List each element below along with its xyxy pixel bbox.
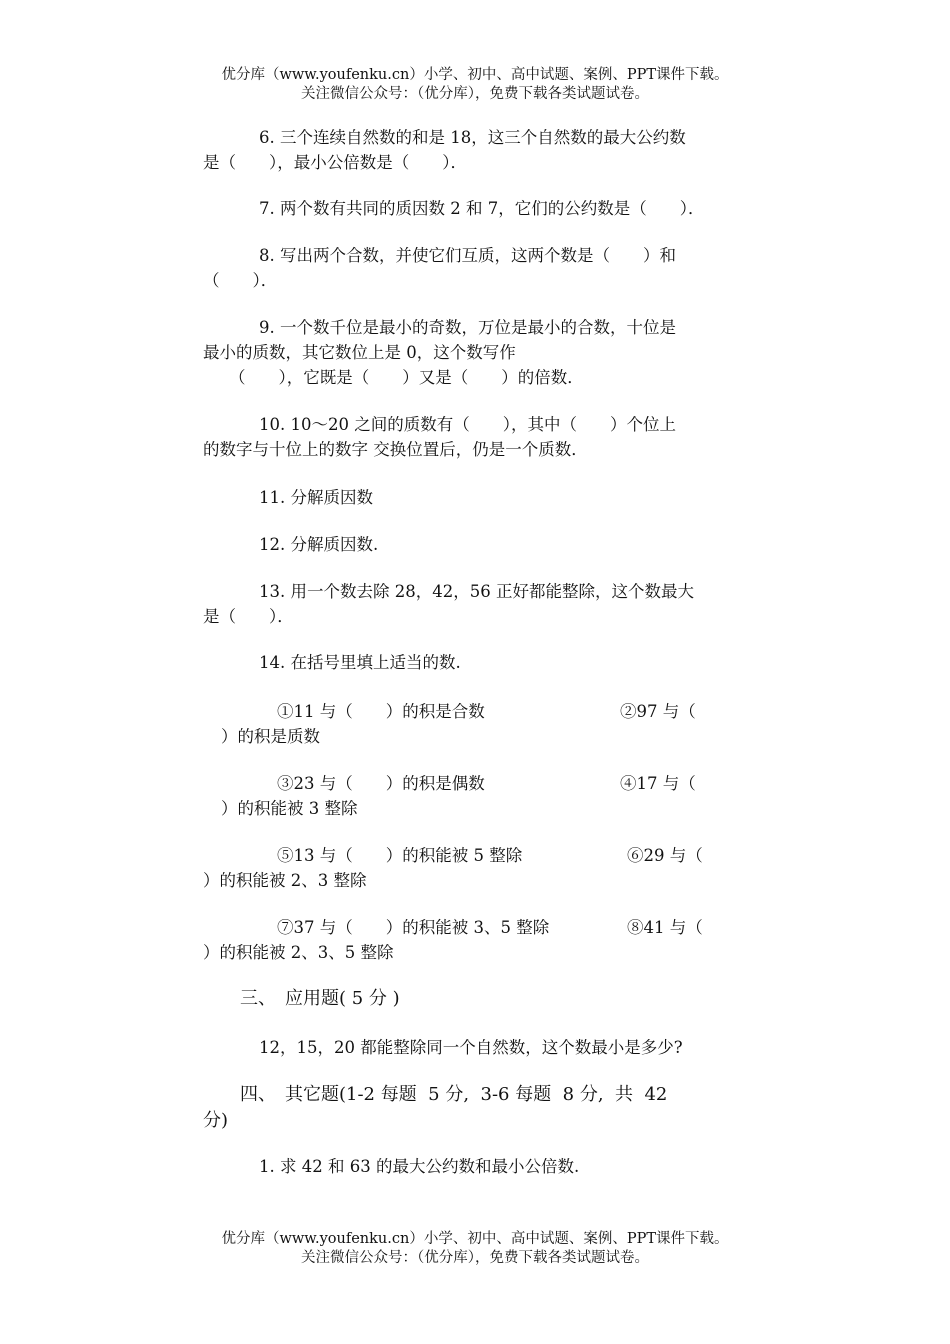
question-9-line-2: 最小的质数，其它数位上是 0，这个数写作 <box>203 343 516 362</box>
question-11 <box>203 485 763 510</box>
page-footer <box>0 1230 950 1268</box>
fill-item-5: ⑤13 与（ ）的积能被 5 整除 <box>277 846 523 865</box>
header-line-2: 关注微信公众号：（优分库），免费下载各类试题试卷。 <box>301 86 649 102</box>
fill-item-8: ⑧41 与（ <box>627 918 703 937</box>
section-3-title: 三、 应用题( 5 分 ) <box>240 988 400 1009</box>
fill-item-3: ③23 与（ ）的积是偶数 <box>277 774 485 793</box>
question-7 <box>203 196 763 221</box>
question-14-line-1: 14. 在括号里填上适当的数. <box>259 653 461 672</box>
question-8-line-2: （ ）． <box>203 271 278 290</box>
fill-item-1: ①11 与（ ）的积是合数 <box>277 702 485 721</box>
fill-item-6: ⑥29 与（ <box>627 846 703 865</box>
question-13 <box>203 579 763 629</box>
section-4-question-1-text: 1. 求 42 和 63 的最大公约数和最小公倍数. <box>259 1157 580 1176</box>
section-4-title-cont: 分) <box>203 1110 229 1131</box>
question-12 <box>203 532 763 557</box>
page-header <box>0 66 950 104</box>
header-line-1: 优分库（www.youfenku.cn）小学、初中、高中试题、案例、PPT课件下载。 <box>221 67 729 83</box>
section-3-problem <box>203 1035 763 1060</box>
fill-item-8-cont: ）的积能被 2、3、5 整除 <box>203 943 394 962</box>
section-4-title: 四、 其它题(1-2 每题 5 分, 3-6 每题 8 分, 共 42 <box>240 1084 668 1105</box>
fill-item-2-cont: ）的积是质数 <box>221 727 320 746</box>
fill-item-4: ④17 与（ <box>620 774 696 793</box>
fill-item-7: ⑦37 与（ ）的积能被 3、5 整除 <box>277 918 550 937</box>
question-8 <box>203 243 763 293</box>
question-6-line-2: 是（ ），最小公倍数是（ ）． <box>203 153 467 172</box>
question-8-line-1: 8. 写出两个合数，并使它们互质，这两个数是（ ）和 <box>259 246 676 265</box>
footer-line-1: 优分库（www.youfenku.cn）小学、初中、高中试题、案例、PPT课件下载。 <box>221 1231 729 1247</box>
question-9-line-1: 9. 一个数千位是最小的奇数，万位是最小的合数，十位是 <box>259 318 676 337</box>
question-11-line-1: 11. 分解质因数 <box>259 488 373 507</box>
question-9-line-3: （ ），它既是（ ）又是（ ）的倍数． <box>229 368 584 387</box>
question-14 <box>203 650 763 675</box>
section-4-question-1 <box>203 1154 763 1179</box>
fill-item-4-cont: ）的积能被 3 整除 <box>221 799 358 818</box>
question-6 <box>203 125 763 175</box>
question-10-line-1: 10. 10～20 之间的质数有（ ），其中（ ）个位上 <box>259 415 676 434</box>
question-10 <box>203 412 763 462</box>
fill-item-6-cont: ）的积能被 2、3 整除 <box>203 871 367 890</box>
question-10-line-2: 的数字与十位上的数字 交换位置后，仍是一个质数． <box>203 440 588 459</box>
fill-item-2: ②97 与（ <box>620 702 696 721</box>
section-3-problem-text: 12，15，20 都能整除同一个自然数，这个数最小是多少? <box>259 1038 683 1057</box>
question-7-line-1: 7. 两个数有共同的质因数 2 和 7，它们的公约数是（ ）． <box>259 199 705 218</box>
question-9 <box>203 315 763 390</box>
footer-line-2: 关注微信公众号：（优分库），免费下载各类试题试卷。 <box>301 1250 649 1266</box>
question-13-line-2: 是（ ）． <box>203 607 294 626</box>
question-13-line-1: 13. 用一个数去除 28，42，56 正好都能整除，这个数最大 <box>259 582 694 601</box>
question-12-line-1: 12. 分解质因数. <box>259 535 379 554</box>
question-6-line-1: 6. 三个连续自然数的和是 18，这三个自然数的最大公约数 <box>259 128 686 147</box>
